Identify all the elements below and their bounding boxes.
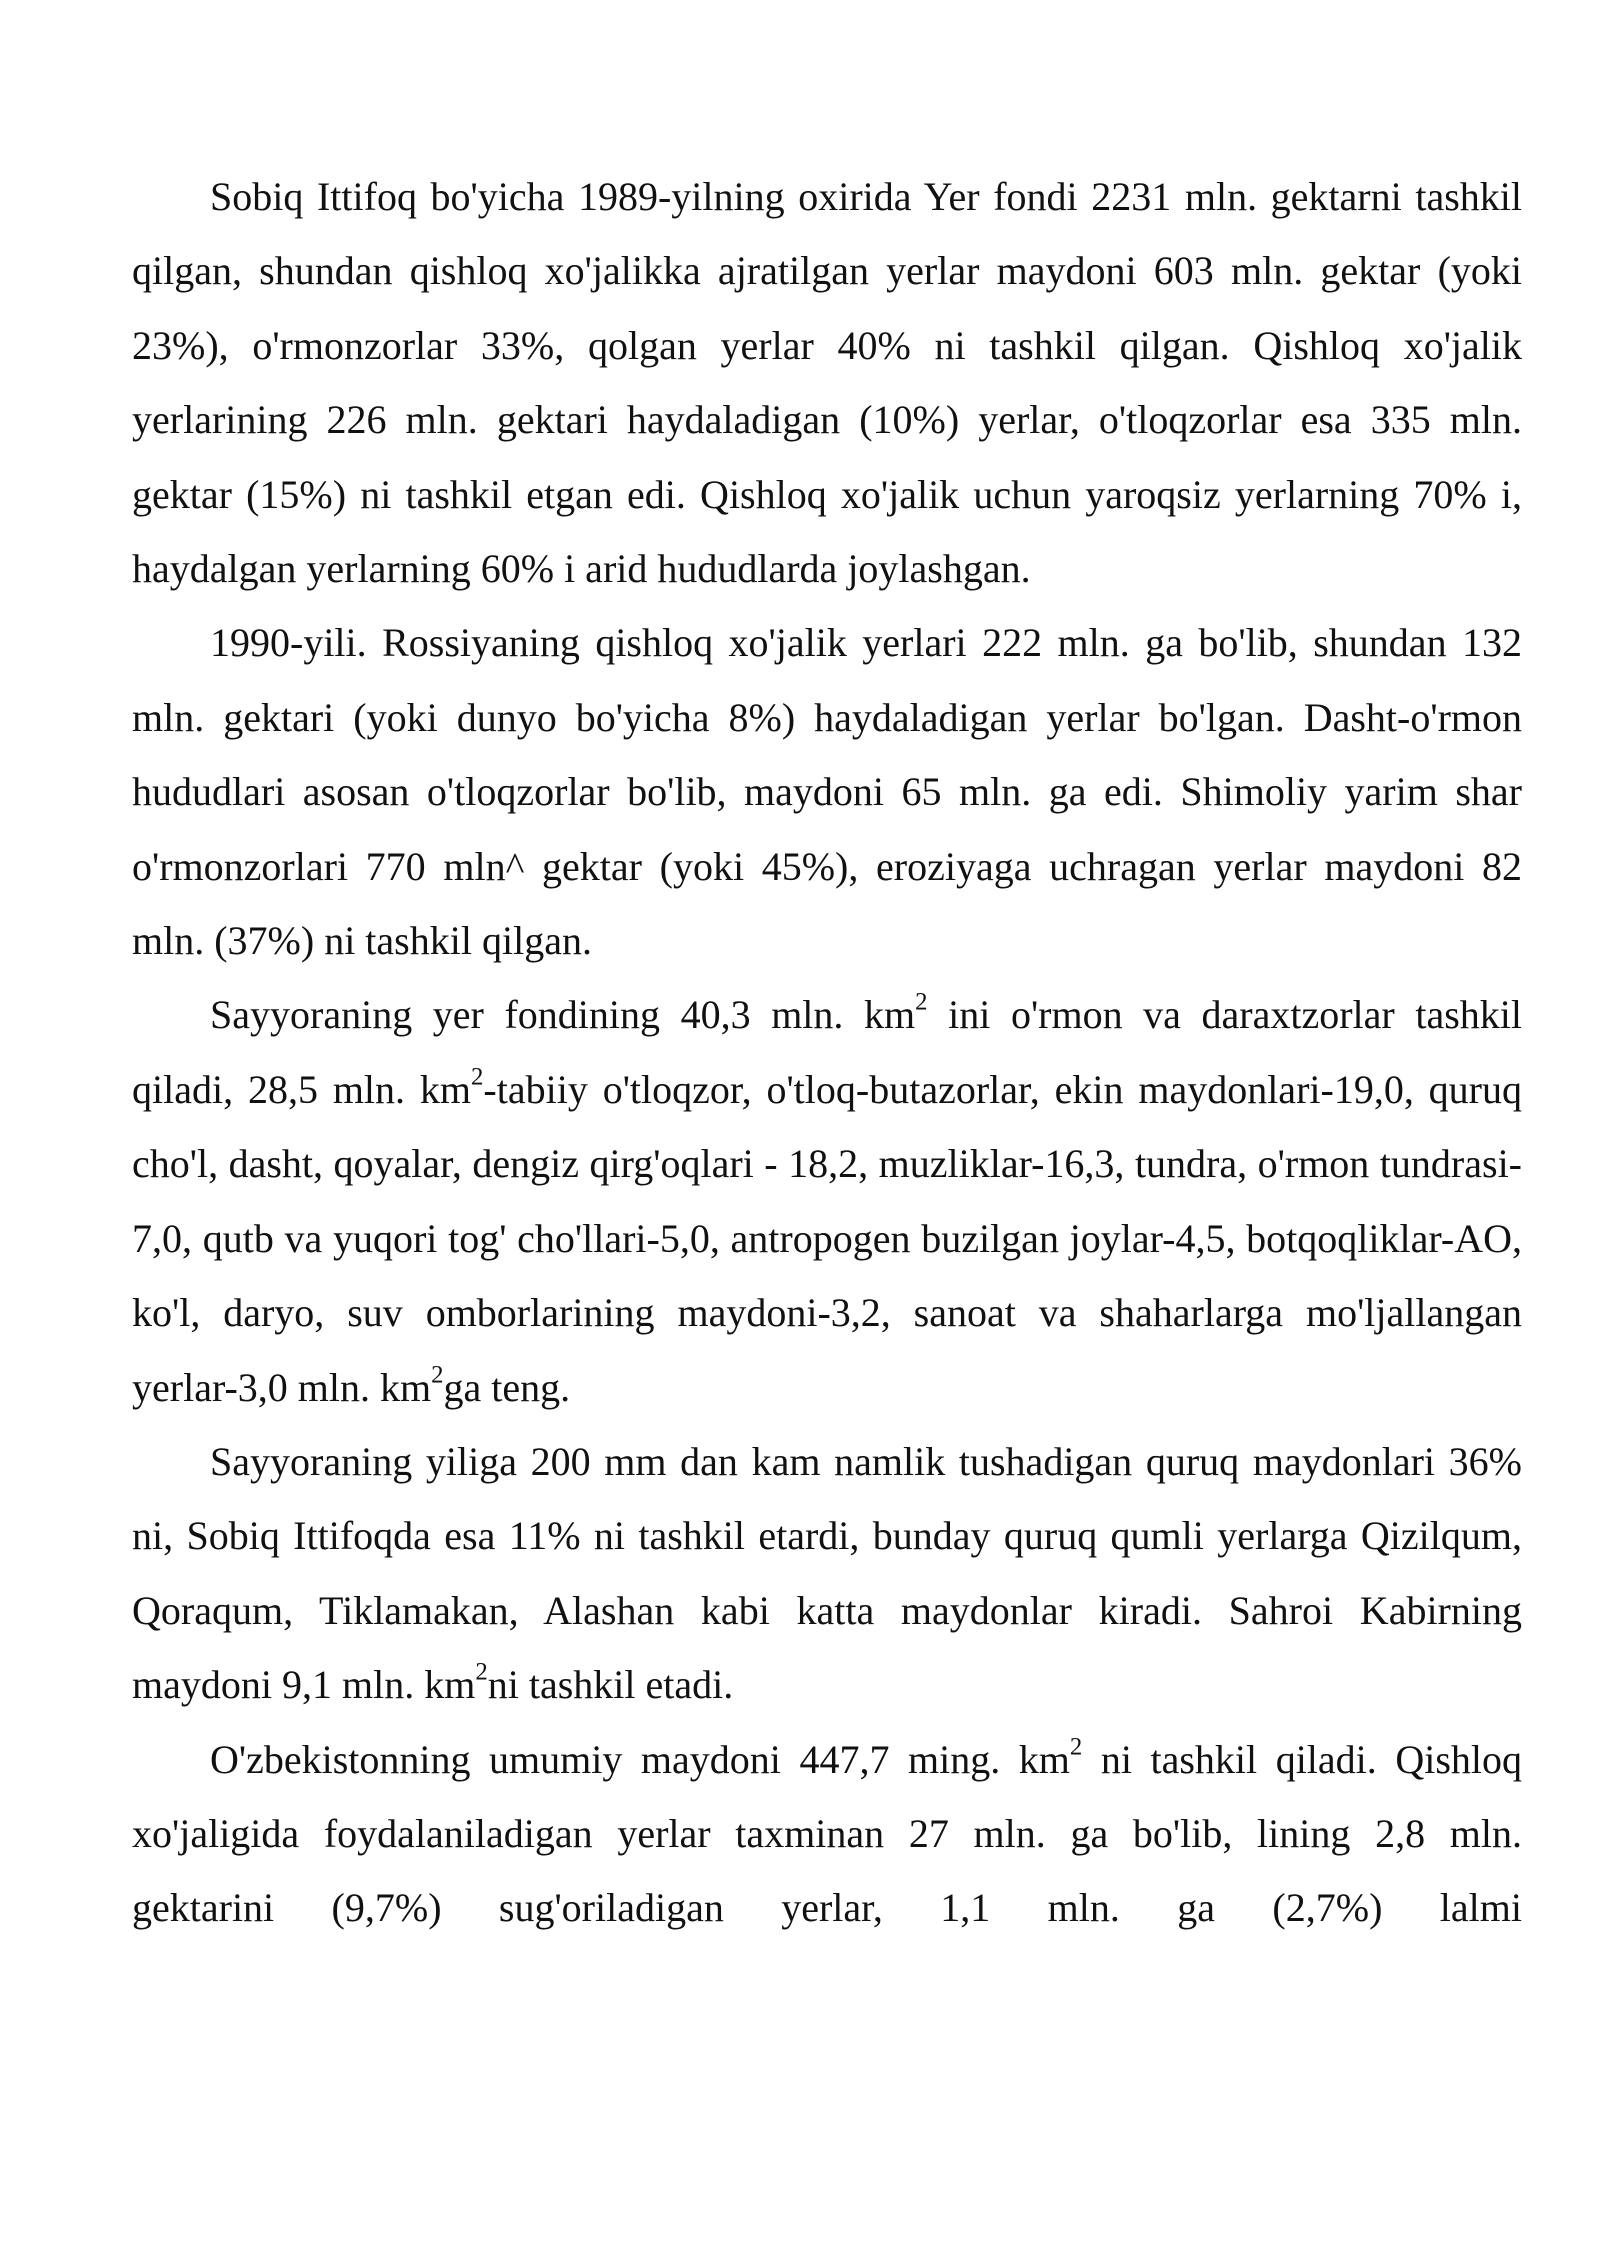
- superscript: 2: [471, 1063, 484, 1091]
- paragraph-3-text: ga teng.: [443, 1364, 571, 1410]
- paragraph-4: [132, 1425, 1522, 1723]
- paragraph-3: [132, 978, 1522, 1424]
- paragraph-3-text: Sayyoraning yer fondining 40,3 mln. km: [210, 992, 916, 1038]
- paragraph-5: [132, 1723, 1522, 1946]
- superscript: 2: [1069, 1732, 1083, 1760]
- superscript: 2: [431, 1360, 444, 1388]
- paragraph-5-text: O'zbekistonning umumiy maydoni 447,7 ming. km: [210, 1736, 1070, 1782]
- paragraph-3-text: ini o'rmon va daraxtzorlar tashkil qiladi, 28,5 mln. km: [132, 992, 1522, 1112]
- paragraph-1: Sobiq Ittifoq bo'yicha 1989-yilning oxirida Yer fondi 2231 mln. gektarni tashkil qilgan, shundan qishloq xo'jalikka ajratilgan yerlar maydoni 603 mln. gektar (yoki 23%), o'rmonzorlar 33%, qolgan yerlar 40% ni tashkil qilgan. Qishloq xo'jalik yerlarining 226 mln. gektari haydaladigan (10%) yerlar, o'tloqzorlar esa 335 mln. gektar (15%) ni tashkil etgan edi. Qishloq xo'jalik uchun yaroqsiz yerlarning 70% i, haydalgan yerlarning 60% i arid hududlarda joylashgan.: [132, 174, 1522, 592]
- paragraph-3-text: -tabiiy o'tloqzor, o'tloq-butazorlar, ekin maydonlari-19,0, quruq cho'l, dasht, qoyalar, dengiz qirg'oqlari - 18,2, muzliklar-16,3, tundra, o'rmon tundrasi-7,0, qutb va yuqori tog' cho'llari-5,0, antropogen buzilgan joylar-4,5, botqoqliklar-AO, ko'l, daryo, suv omborlarining maydoni-3,2, sanoat va shaharlarga mo'ljallangan yerlar-3,0 mln. km: [132, 1066, 1522, 1410]
- superscript: 2: [915, 988, 928, 1016]
- paragraph-4-text: ni tashkil etadi.: [487, 1662, 734, 1708]
- paragraph-5-text: ni tashkil qiladi. Qishloq xo'jaligida foydalaniladigan yerlar taxminan 27 mln. ga bo'lib, lining 2,8 mln. gektarini (9,7%) sug'oriladigan yerlar, 1,1 mln. ga (2,7%) lalmi: [132, 1736, 1523, 1931]
- paragraph-4-text: Sayyoraning yiliga 200 mm dan kam namlik tushadigan quruq maydonlari 36% ni, Sobiq Ittifoqda esa 11% ni tashkil etardi, bunday quruq qumli yerlarga Qizilqum, Qoraqum, Tiklamakan, Alashan kabi katta maydonlar kiradi. Sahroi Kabirning maydoni 9,1 mln. km: [132, 1438, 1522, 1708]
- superscript: 2: [475, 1658, 488, 1686]
- document-text: [132, 160, 1522, 1946]
- paragraph-2: 1990-yili. Rossiyaning qishloq xo'jalik yerlari 222 mln. ga bo'lib, shundan 132 mln. gektari (yoki dunyo bo'yicha 8%) haydaladigan yerlar bo'lgan. Dasht-o'rmon hududlari asosan o'tloqzorlar bo'lib, maydoni 65 mln. ga edi. Shimoliy yarim shar o'rmonzorlari 770 mln^ gektar (yoki 45%), eroziyaga uchragan yerlar maydoni 82 mln. (37%) ni tashkil qilgan.: [132, 620, 1522, 964]
